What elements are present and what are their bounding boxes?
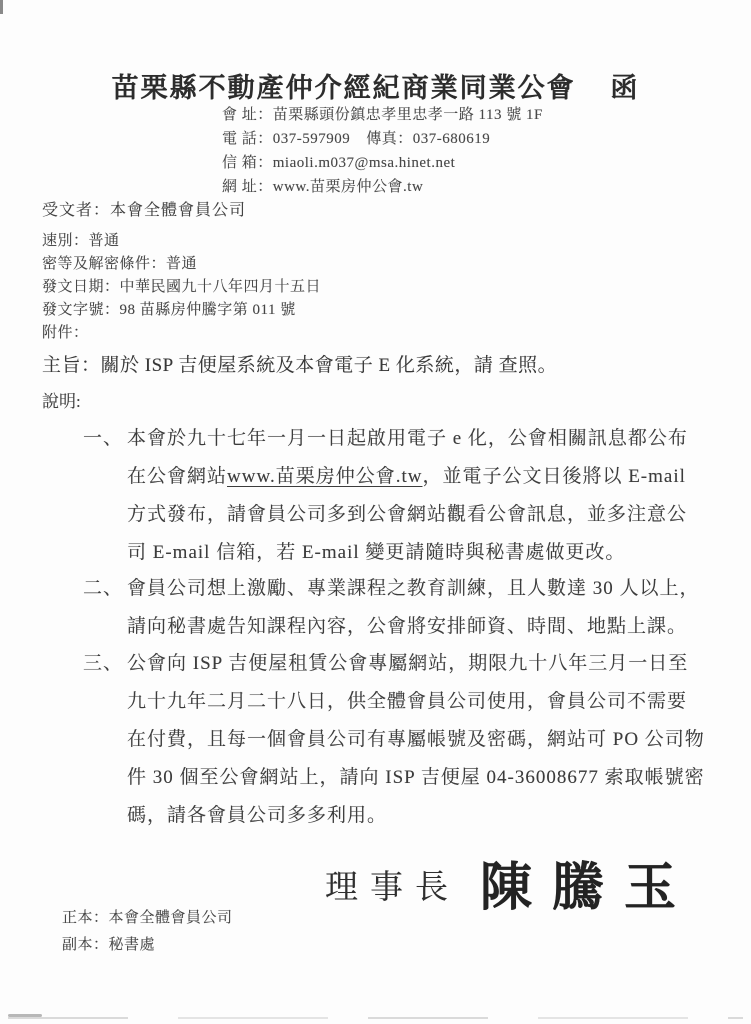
recipient-value: 本會全體會員公司 [110, 202, 247, 219]
issue-date-label: 發文日期： [42, 279, 120, 295]
issue-date-value: 中華民國九十八年四月十五日 [119, 279, 322, 295]
fax-value: 037-680619 [412, 131, 491, 147]
original-label: 正本： [62, 910, 109, 926]
meta-block [42, 230, 321, 345]
item-1-line-2-pre: 在公會網站 [127, 466, 228, 487]
address-value: 苗栗縣頭份鎮忠孝里忠孝一路 113 號 1F [272, 107, 543, 123]
org-name: 苗栗縣不動產仲介經紀商業同業公會 [111, 73, 576, 103]
original-value: 本會全體會員公司 [108, 910, 233, 926]
item-3-number: 三、 [83, 653, 124, 674]
website-value: www.苗栗房仲公會.tw [272, 179, 424, 195]
issue-date-line [42, 276, 321, 299]
item-3-line-2: 九十九年二月二十八日，供全體會員公司使用，會員公司不需要 [127, 691, 688, 712]
item-2-line-2: 請向秘書處告知課程內容，公會將安排師資、時間、地點上課。 [127, 616, 688, 637]
phone-value: 037-597909 [272, 131, 351, 147]
item-1-line-2-post: ，並電子公文日後將以 E-mail [422, 466, 686, 487]
security-value: 普通 [166, 256, 198, 272]
attachment-label: 附件： [42, 325, 89, 341]
priority-value: 普通 [88, 233, 120, 249]
recipient-line [42, 197, 246, 220]
copy-value: 秘書處 [108, 937, 156, 953]
carbon-copy-line [62, 932, 233, 959]
subject-line [42, 350, 557, 377]
doc-type-label: 函 [610, 73, 640, 103]
chairman-title: 理事長 [325, 870, 460, 906]
contact-block [222, 103, 543, 199]
contact-phone-line [222, 127, 543, 151]
explanation-item-3 [83, 645, 703, 835]
chairman-name: 陳騰玉 [480, 860, 697, 917]
priority-line [42, 230, 321, 253]
recipient-label: 受文者： [42, 202, 111, 219]
item-1-line-2 [127, 458, 703, 496]
item-3-line-1: 公會向 ISP 吉便屋租賃公會專屬網站，期限九十八年三月一日至 [127, 653, 689, 674]
document-title [0, 66, 751, 105]
priority-label: 速別： [42, 233, 89, 249]
email-value: miaoli.m037@msa.hinet.net [272, 155, 456, 171]
subject-label: 主旨： [42, 355, 101, 376]
attachment-line [42, 322, 321, 345]
item-1-number: 一、 [83, 428, 124, 449]
subject-text: 關於 ISP 吉便屋系統及本會電子 E 化系統，請 查照。 [100, 355, 558, 376]
item-2-number: 二、 [83, 578, 124, 599]
address-label: 會 址： [222, 107, 273, 123]
original-copy-line [62, 905, 233, 932]
copy-label: 副本： [62, 937, 109, 953]
contact-address-line [222, 103, 543, 127]
contact-email-line [222, 151, 543, 175]
security-line [42, 253, 321, 276]
explanation-item-2 [83, 570, 703, 646]
item-1-line-3: 方式發布，請會員公司多到公會網站觀看公會訊息，並多注意公 [127, 504, 688, 525]
explanation-item-1 [83, 420, 703, 572]
item-1-line-4: 司 E-mail 信箱，若 E-mail 變更請隨時與秘書處做更改。 [127, 542, 626, 563]
phone-label: 電 話： [222, 131, 273, 147]
footer-block [62, 905, 233, 959]
association-website-url: www.苗栗房仲公會.tw [227, 466, 423, 487]
item-3-line-3: 在付費，且每一個會員公司有專屬帳號及密碼，網站可 PO 公司物 [127, 729, 705, 750]
doc-number-line [42, 299, 321, 322]
explanation-label: 說明: [42, 392, 81, 411]
item-3-line-4: 件 30 個至公會網站上，請向 ISP 吉便屋 04-36008677 索取帳號密 [127, 767, 705, 788]
item-1-line-1: 本會於九十七年一月一日起啟用電子 e 化，公會相關訊息都公布 [127, 428, 688, 449]
doc-number-label: 發文字號： [42, 302, 120, 318]
email-label: 信 箱： [222, 155, 273, 171]
scan-artifact-bottom-edge [8, 1017, 743, 1019]
scan-artifact-corner [0, 0, 3, 14]
doc-number-value: 98 苗縣房仲騰字第 011 號 [119, 302, 296, 318]
item-2-line-1: 會員公司想上激勵、專業課程之教育訓練，且人數達 30 人以上， [127, 578, 700, 599]
fax-label: 傳真： [366, 131, 413, 147]
website-label: 網 址： [222, 179, 273, 195]
security-label: 密等及解密條件： [42, 256, 167, 272]
contact-website-line [222, 175, 543, 199]
item-3-line-5: 碼，請各會員公司多多利用。 [127, 805, 388, 826]
